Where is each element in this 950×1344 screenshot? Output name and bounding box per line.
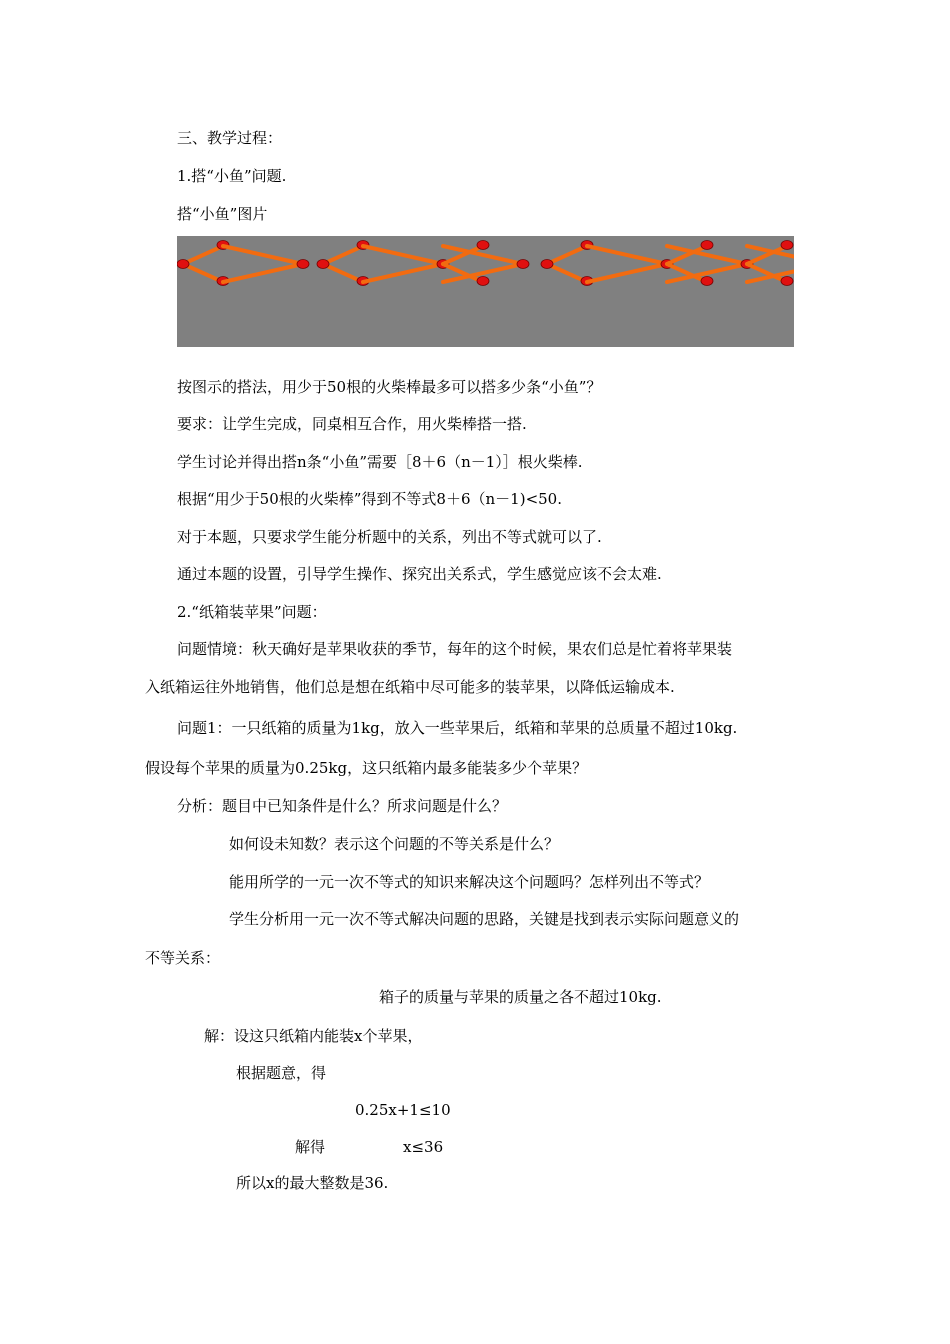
scenario-line-2: 入纸箱运往外地销售，他们总是想在纸箱中尽可能多的装苹果，以降低运输成本.	[145, 678, 675, 696]
note-text: 对于本题，只要求学生能分析题中的关系，列出不等式就可以了.	[177, 528, 602, 546]
purpose-text: 通过本题的设置，引导学生操作、探究出关系式，学生感觉应该不会太难.	[177, 565, 662, 583]
analysis-line-4: 学生分析用一元一次不等式解决问题的思路，关键是找到表示实际问题意义的	[229, 910, 740, 928]
solve-result: x≤36	[403, 1138, 444, 1156]
matchstick	[183, 246, 223, 264]
matchstick-head	[517, 260, 529, 269]
solution-inequality: 0.25x+1≤10	[355, 1101, 451, 1119]
analysis-line-3: 能用所学的一元一次不等式的知识来解决这个问题吗？怎样列出不等式？	[229, 873, 710, 891]
matchstick-head	[701, 241, 713, 250]
conclusion: 所以x的最大整数是36.	[236, 1174, 389, 1192]
matchstick	[223, 246, 303, 264]
solution-line-2: 根据题意，得	[236, 1064, 327, 1082]
section-heading: 三、教学过程：	[177, 129, 283, 147]
matchstick-head	[781, 277, 793, 286]
matchstick-head	[177, 260, 189, 269]
problem-1-title: 1.搭“小鱼”问题.	[177, 167, 287, 185]
solution-line-1: 解：设这只纸箱内能装x个苹果，	[204, 1027, 423, 1045]
matchstick-head	[541, 260, 553, 269]
inequality-text: 根据“用少于50根的火柴棒”得到不等式8＋6（n－1)<50.	[177, 490, 562, 508]
problem-2-title: 2.“纸箱装苹果”问题：	[177, 603, 327, 621]
matchstick	[363, 246, 443, 264]
question-1-line-1: 问题1：一只纸箱的质量为1kg，放入一些苹果后，纸箱和苹果的总质量不超过10kg.	[177, 719, 738, 737]
matchstick	[547, 246, 587, 264]
matchstick-fish-drawing	[177, 236, 794, 347]
key-relation: 箱子的质量与苹果的质量之各不超过10kg.	[379, 988, 662, 1006]
analysis-line-5: 不等关系：	[145, 949, 221, 967]
matchstick	[587, 246, 667, 264]
figure-caption: 搭“小鱼”图片	[177, 205, 268, 223]
matchstick	[363, 264, 443, 282]
matchstick-head	[297, 260, 309, 269]
matchstick	[587, 264, 667, 282]
question-text: 按图示的搭法，用少于50根的火柴棒最多可以搭多少条“小鱼”？	[177, 378, 602, 396]
matchstick	[223, 264, 303, 282]
discussion-text: 学生讨论并得出搭n条“小鱼”需要［8＋6（n－1）］根火柴棒.	[177, 453, 583, 471]
matchstick-head	[781, 241, 793, 250]
scenario-line-1: 问题情境：秋天确好是苹果收获的季节，每年的这个时候，果农们总是忙着将苹果装	[177, 640, 733, 658]
matchstick-fish-figure	[177, 236, 794, 347]
solve-label: 解得	[295, 1138, 326, 1156]
analysis-line-2: 如何设未知数？表示这个问题的不等关系是什么？	[229, 835, 560, 853]
matchstick-head	[317, 260, 329, 269]
matchstick-head	[701, 277, 713, 286]
matchstick	[323, 246, 363, 264]
analysis-line-1: 分析：题目中已知条件是什么？所求问题是什么？	[177, 797, 508, 815]
matchstick-head	[477, 241, 489, 250]
matchstick-head	[477, 277, 489, 286]
requirement-text: 要求：让学生完成，同桌相互合作，用火柴棒搭一搭.	[177, 415, 527, 433]
question-1-line-2: 假设每个苹果的质量为0.25kg，这只纸箱内最多能装多少个苹果？	[145, 759, 588, 777]
